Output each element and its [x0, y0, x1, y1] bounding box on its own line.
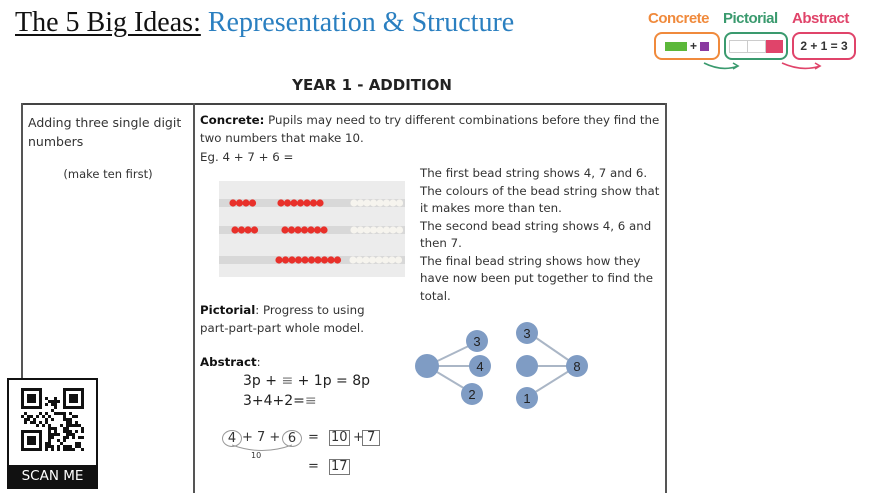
- bead: [383, 199, 390, 206]
- bead: [327, 256, 334, 263]
- bead: [350, 226, 357, 233]
- bead: [388, 256, 395, 263]
- boxed-number: 17: [331, 459, 348, 474]
- part-value: 3: [473, 334, 481, 349]
- bead: [290, 199, 297, 206]
- bead: [297, 199, 304, 206]
- bead: [396, 226, 403, 233]
- logo-abstract-box: 2 + 1 = 3: [792, 32, 856, 60]
- bead: [370, 226, 377, 233]
- cube-icon: [665, 42, 687, 51]
- bead: [350, 199, 357, 206]
- bead: [382, 256, 389, 263]
- bead-description: [420, 165, 665, 305]
- equation-part: 3+4+2=: [243, 393, 305, 409]
- bead: [251, 226, 258, 233]
- whole-circle: [415, 354, 439, 378]
- topic-note: (make ten first): [63, 167, 153, 181]
- circled-number: 6: [282, 430, 302, 447]
- abstract-heading: [200, 354, 261, 372]
- abstract-equation-2: [243, 393, 317, 409]
- bead: [396, 199, 403, 206]
- ten-label: 10: [251, 451, 262, 460]
- part-circle: [516, 355, 538, 377]
- part-value: 2: [468, 387, 476, 402]
- part-value: 4: [476, 359, 484, 374]
- logo-pictorial-label: Pictorial: [723, 10, 778, 27]
- concrete-paragraph: [200, 112, 660, 147]
- logo-concrete-box: +: [654, 32, 720, 60]
- logo-concrete-label: Concrete: [648, 10, 710, 27]
- bar-model-icon: [729, 40, 748, 53]
- title-representation-structure: Representation & Structure: [207, 7, 515, 38]
- bead: [231, 226, 238, 233]
- bead: [314, 256, 321, 263]
- bead-description-3: The final bead string shows how they have now been put together to find the total.: [420, 253, 654, 303]
- bead: [277, 199, 284, 206]
- table-column-divider: [193, 103, 195, 493]
- cpa-logo: [644, 8, 864, 74]
- qr-code-icon: [21, 388, 84, 451]
- concrete-label: Concrete:: [200, 113, 265, 127]
- bead: [320, 226, 327, 233]
- bead-description-2: The second bead string shows 4, 6 and then 7.: [420, 218, 652, 250]
- bead: [334, 256, 341, 263]
- bead: [288, 226, 295, 233]
- equation-part: =: [308, 430, 319, 445]
- pictorial-label: Pictorial: [200, 303, 256, 317]
- bead: [249, 199, 256, 206]
- abstract-colon: :: [256, 355, 261, 369]
- bead: [369, 256, 376, 263]
- equation-part: =: [308, 459, 319, 474]
- bead: [275, 256, 282, 263]
- bead-description-1: The first bead string shows 4, 7 and 6. The colours of the bead string show that it makes more than ten.: [420, 166, 660, 215]
- concrete-text: Pupils may need to try different combinations before they find the two numbers that make 10.: [200, 113, 660, 145]
- concrete-example: Eg. 4 + 7 + 6 =: [200, 150, 294, 164]
- arrow-icons: [702, 60, 862, 74]
- pictorial-paragraph: [200, 302, 390, 337]
- page-header-title: [15, 6, 514, 40]
- make-ten-equation: [220, 430, 400, 480]
- abstract-equation-1: [243, 373, 370, 389]
- stack-cubes-icon: ≡: [281, 373, 294, 389]
- boxed-number: 7: [362, 430, 380, 446]
- part-value: 3: [523, 326, 531, 341]
- bead: [303, 199, 310, 206]
- bead-strings-drawing: [219, 181, 405, 277]
- bead: [357, 199, 364, 206]
- bead: [295, 256, 302, 263]
- bead: [307, 226, 314, 233]
- bead: [308, 256, 315, 263]
- equation-part: + 1p = 8p: [293, 373, 371, 389]
- bead: [294, 226, 301, 233]
- bead: [236, 199, 243, 206]
- title-big-ideas: The 5 Big Ideas:: [15, 7, 201, 38]
- bar-model-icon: [766, 40, 783, 53]
- table-top-border: [21, 103, 667, 105]
- topic-heading: Adding three single digit numbers: [28, 115, 182, 149]
- section-title-text: YEAR 1 - ADDITION: [292, 76, 452, 94]
- bead: [395, 256, 402, 263]
- bead: [376, 226, 383, 233]
- bead: [363, 199, 370, 206]
- section-title: [0, 76, 640, 94]
- arrow-icon: [782, 63, 820, 68]
- bead: [357, 226, 364, 233]
- bead: [284, 199, 291, 206]
- bead: [281, 226, 288, 233]
- pictorial-text: : Progress to using part-part-part whole model.: [200, 303, 365, 335]
- bead: [244, 226, 251, 233]
- bead: [349, 256, 356, 263]
- circled-number: 4: [222, 430, 242, 447]
- whole-value: 8: [573, 359, 581, 374]
- abstract-label: Abstract: [200, 355, 257, 369]
- part-whole-models: [405, 318, 605, 413]
- cube-icon: [700, 42, 709, 51]
- bead-strings-image: [219, 181, 405, 277]
- bead: [301, 256, 308, 263]
- qr-code-badge[interactable]: [7, 378, 98, 489]
- bead: [370, 199, 377, 206]
- bar-model-icon: [748, 40, 766, 53]
- table-left-border: [21, 103, 23, 378]
- table-right-border: [665, 103, 667, 493]
- equation-part: +: [353, 430, 364, 445]
- left-cell: [28, 113, 188, 184]
- bead: [363, 226, 370, 233]
- bead: [389, 199, 396, 206]
- bead: [389, 226, 396, 233]
- scan-me-label: SCAN ME: [9, 465, 96, 487]
- bead: [288, 256, 295, 263]
- bead: [229, 199, 236, 206]
- stack-cubes-icon: ≡: [304, 393, 317, 409]
- bead: [362, 256, 369, 263]
- bead: [310, 199, 317, 206]
- part-value: 1: [523, 391, 531, 406]
- bead: [242, 199, 249, 206]
- boxed-number: 10: [331, 430, 348, 445]
- bead: [316, 199, 323, 206]
- equation-part: + 7 +: [242, 430, 281, 445]
- bead: [282, 256, 289, 263]
- bead: [375, 256, 382, 263]
- logo-pictorial-box: [724, 32, 788, 60]
- bead: [238, 226, 245, 233]
- bead: [383, 226, 390, 233]
- bond-arc: [230, 444, 294, 454]
- bead: [356, 256, 363, 263]
- equation-part: 3p +: [243, 373, 282, 389]
- bead: [314, 226, 321, 233]
- bead: [301, 226, 308, 233]
- bead: [321, 256, 328, 263]
- bead: [376, 199, 383, 206]
- logo-abstract-label: Abstract: [792, 10, 849, 27]
